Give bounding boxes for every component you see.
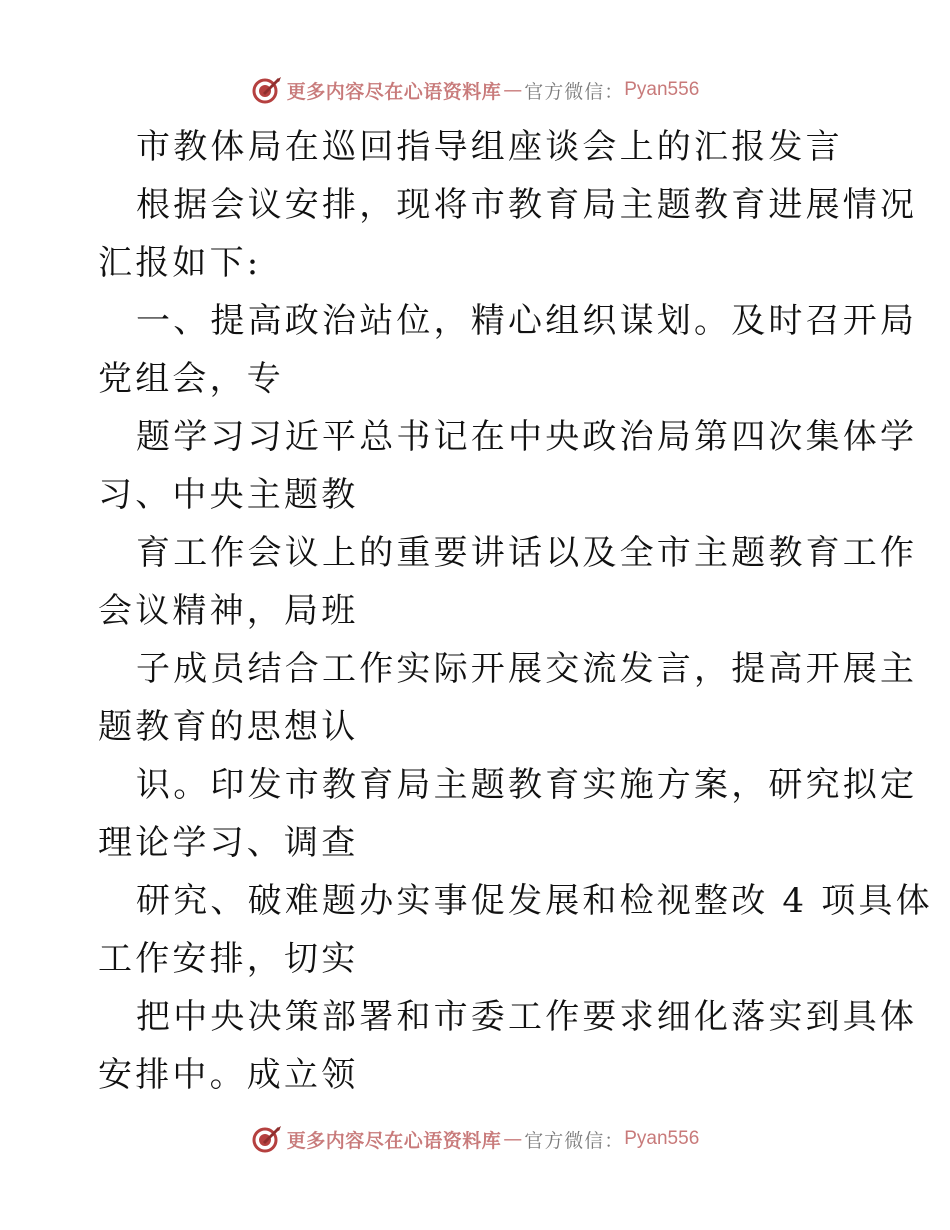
header-banner [0,70,950,110]
paragraph-line: 根据会议安排，现将市教育局主题教育进展情况 [136,185,918,225]
paragraph-line: 题教育的思想认 [98,707,359,747]
paragraph-line: 育工作会议上的重要讲话以及全市主题教育工作 [136,533,918,573]
paragraph-line: 工作安排，切实 [98,939,359,979]
banner-wechat-id: Pyan556 [624,79,700,100]
paragraph-line: 党组会，专 [98,359,284,399]
paragraph-line: 习、中央主题教 [98,475,359,515]
banner-dash: — [503,79,523,101]
banner-wechat-id: Pyan556 [624,1128,700,1149]
footer-banner [0,1119,950,1159]
banner-wechat-label: 官方微信： [524,1129,625,1152]
banner-wechat-label: 官方微信： [524,80,625,103]
paragraph-line: 汇报如下: [98,243,262,283]
paragraph-line: 安排中。成立领 [98,1055,359,1095]
paragraph-line: 把中央决策部署和市委工作要求细化落实到具体 [136,997,918,1037]
pen-nib-circle-icon [251,1123,283,1155]
banner-main-text: 更多内容尽在心语资料库 [286,80,502,103]
pen-nib-circle-icon [251,74,283,106]
paragraph-line: 子成员结合工作实际开展交流发言，提高开展主 [136,649,918,689]
paragraph-line: 会议精神，局班 [98,591,359,631]
banner-main-text: 更多内容尽在心语资料库 [286,1129,502,1152]
paragraph-line: 理论学习、调查 [98,823,359,863]
document-title: 市教体局在巡回指导组座谈会上的汇报发言 [136,127,843,167]
banner-dash: — [503,1128,523,1150]
paragraph-line: 研究、破难题办实事促发展和检视整改 4 项具体 [136,881,933,921]
paragraph-line: 识。印发市教育局主题教育实施方案，研究拟定 [136,765,918,805]
paragraph-line: 题学习习近平总书记在中央政治局第四次集体学 [136,417,918,457]
paragraph-line: 一、提高政治站位，精心组织谋划。及时召开局 [136,301,918,341]
document-body [98,118,933,1104]
